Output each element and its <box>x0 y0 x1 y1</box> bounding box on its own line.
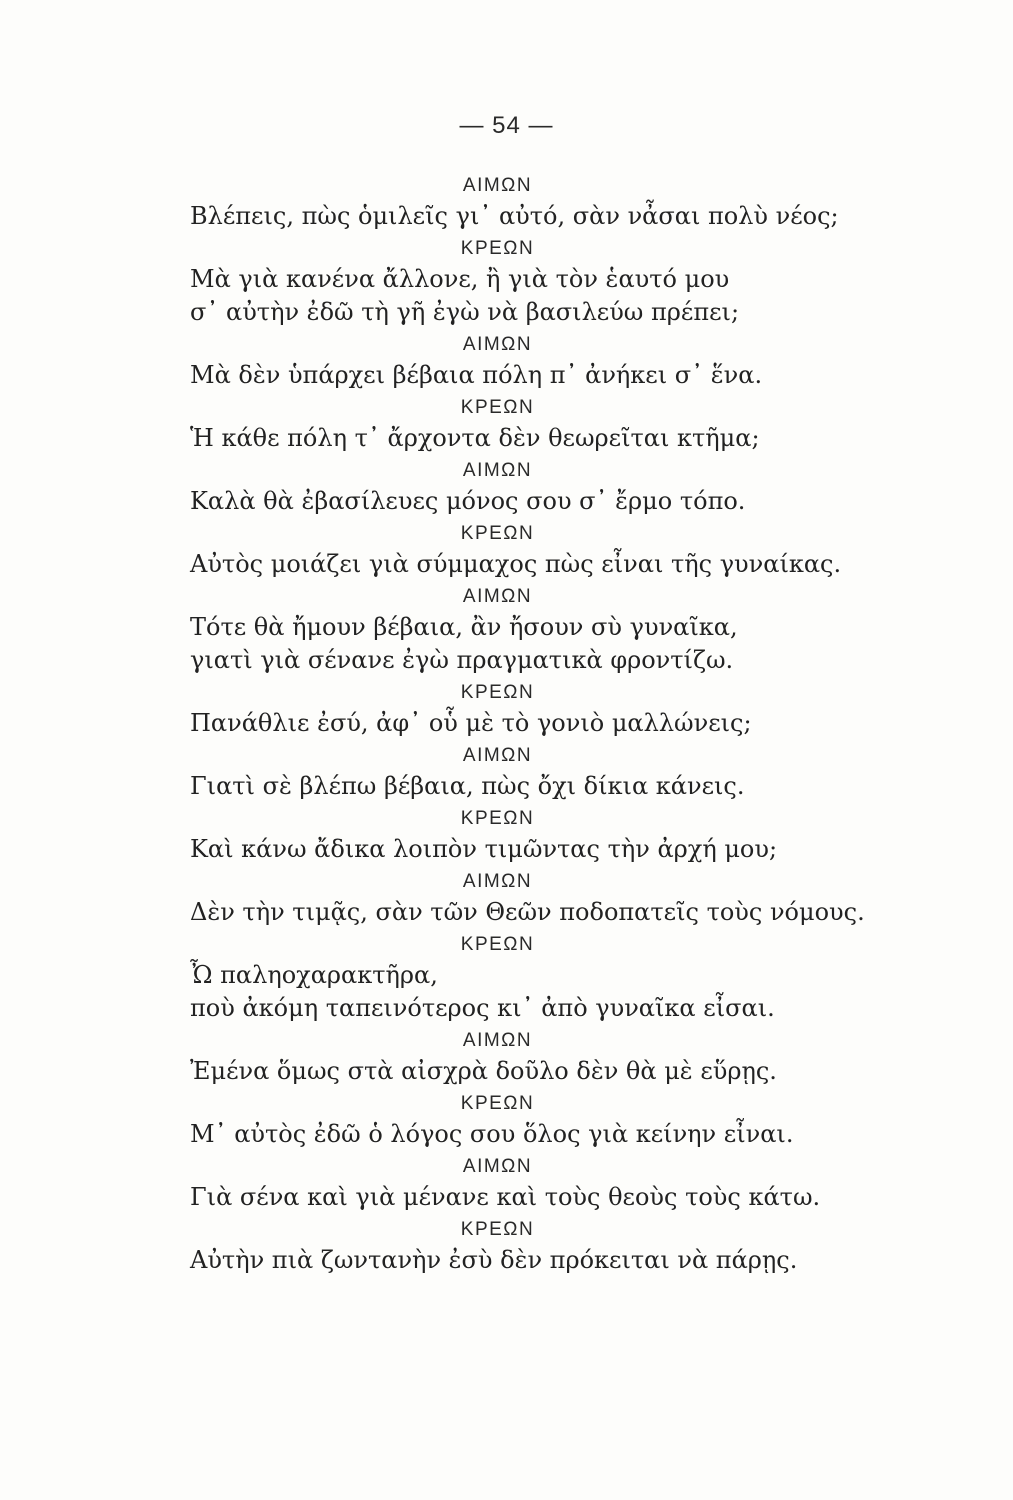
dialogue-exchange <box>190 742 830 803</box>
speaker-name: ΑΙΜΩΝ <box>462 334 533 355</box>
verse-line: Ὦ παληοχαρακτῆρα, <box>190 961 438 989</box>
speaker-name: ΚΡΕΩΝ <box>460 808 535 829</box>
dialogue-text <box>190 172 865 1279</box>
speaker-name: ΑΙΜΩΝ <box>462 175 533 196</box>
dialogue-exchange <box>190 931 830 1025</box>
speaker-name: ΑΙΜΩΝ <box>462 871 533 892</box>
speaker-name: ΚΡΕΩΝ <box>460 1093 535 1114</box>
speaker-name: ΑΙΜΩΝ <box>462 1156 533 1177</box>
verse-line: Δὲν τὴν τιμᾷς, σὰν τῶν Θεῶν ποδοπατεῖς τοὺς νόμους. <box>190 898 865 926</box>
verse-line: Ἡ κάθε πόλη τ᾽ ἄρχοντα δὲν θεωρεῖται κτῆμα; <box>190 424 760 452</box>
dialogue-exchange <box>190 520 842 581</box>
dialogue-exchange <box>190 1153 830 1214</box>
speaker-name: ΚΡΕΩΝ <box>460 682 535 703</box>
verse-line: Πανάθλιε ἐσύ, ἀφ᾽ οὗ μὲ τὸ γονιὸ μαλλώνεις; <box>190 709 752 737</box>
verse-line: Γιατὶ σὲ βλέπω βέβαια, πὼς ὄχι δίκια κάνεις. <box>190 772 745 800</box>
verse-line: Αὐτὸς μοιάζει γιὰ σύμμαχος πὼς εἶναι τῆς γυναίκας. <box>190 550 842 578</box>
speaker-name: ΚΡΕΩΝ <box>460 238 535 259</box>
verse-line: Καὶ κάνω ἄδικα λοιπὸν τιμῶντας τὴν ἀρχή μου; <box>190 835 778 863</box>
dialogue-exchange <box>190 1027 830 1088</box>
dialogue-exchange <box>190 457 830 518</box>
verse-line: Βλέπεις, πὼς ὁμιλεῖς γι᾽ αὐτό, σὰν νἆσαι πολὺ νέος; <box>190 202 839 230</box>
dialogue-exchange <box>190 583 830 677</box>
verse-line: Αὐτὴν πιὰ ζωντανὴν ἐσὺ δὲν πρόκειται νὰ πάρῃς. <box>190 1246 798 1274</box>
speaker-name: ΑΙΜΩΝ <box>462 460 533 481</box>
verse-line: Γιὰ σένα καὶ γιὰ μένανε καὶ τοὺς θεοὺς τοὺς κάτω. <box>190 1183 821 1211</box>
dialogue-exchange <box>190 679 830 740</box>
speaker-name: ΚΡΕΩΝ <box>460 934 535 955</box>
speaker-name: ΑΙΜΩΝ <box>462 1030 533 1051</box>
page-number: — 54 — <box>459 112 554 139</box>
verse-line: ποὺ ἀκόμη ταπεινότερος κι᾽ ἀπὸ γυναῖκα εἶσαι. <box>190 994 775 1022</box>
speaker-name: ΚΡΕΩΝ <box>460 397 535 418</box>
dialogue-exchange <box>190 1090 830 1151</box>
dialogue-exchange <box>190 172 839 233</box>
verse-line: Μὰ γιὰ κανένα ἄλλονε, ἢ γιὰ τὸν ἑαυτό μου <box>190 265 730 293</box>
verse-line: Τότε θὰ ἤμουν βέβαια, ἂν ἤσουν σὺ γυναῖκα, <box>190 613 738 641</box>
speaker-name: ΑΙΜΩΝ <box>462 586 533 607</box>
dialogue-exchange <box>190 805 830 866</box>
verse-line: Ἐμένα ὅμως στὰ αἰσχρὰ δοῦλο δὲν θὰ μὲ εὕρῃς. <box>190 1057 777 1085</box>
verse-line: γιατὶ γιὰ σένανε ἐγὼ πραγματικὰ φροντίζω. <box>190 646 734 674</box>
verse-line: Μ᾽ αὐτὸς ἐδῶ ὁ λόγος σου ὅλος γιὰ κείνην εἶναι. <box>190 1120 794 1148</box>
speaker-name: ΑΙΜΩΝ <box>462 745 533 766</box>
speaker-name: ΚΡΕΩΝ <box>460 523 535 544</box>
dialogue-exchange <box>190 868 865 929</box>
dialogue-exchange <box>190 331 830 392</box>
dialogue-exchange <box>190 235 830 329</box>
verse-line: σ᾽ αὐτὴν ἐδῶ τὴ γῆ ἐγὼ νὰ βασιλεύω πρέπει; <box>190 298 740 326</box>
verse-line: Καλὰ θὰ ἐβασίλευες μόνος σου σ᾽ ἔρμο τόπο. <box>190 487 746 515</box>
dialogue-exchange <box>190 394 830 455</box>
verse-line: Μὰ δὲν ὑπάρχει βέβαια πόλη π᾽ ἀνήκει σ᾽ ἕνα. <box>190 361 763 389</box>
dialogue-exchange <box>190 1216 830 1277</box>
speaker-name: ΚΡΕΩΝ <box>460 1219 535 1240</box>
